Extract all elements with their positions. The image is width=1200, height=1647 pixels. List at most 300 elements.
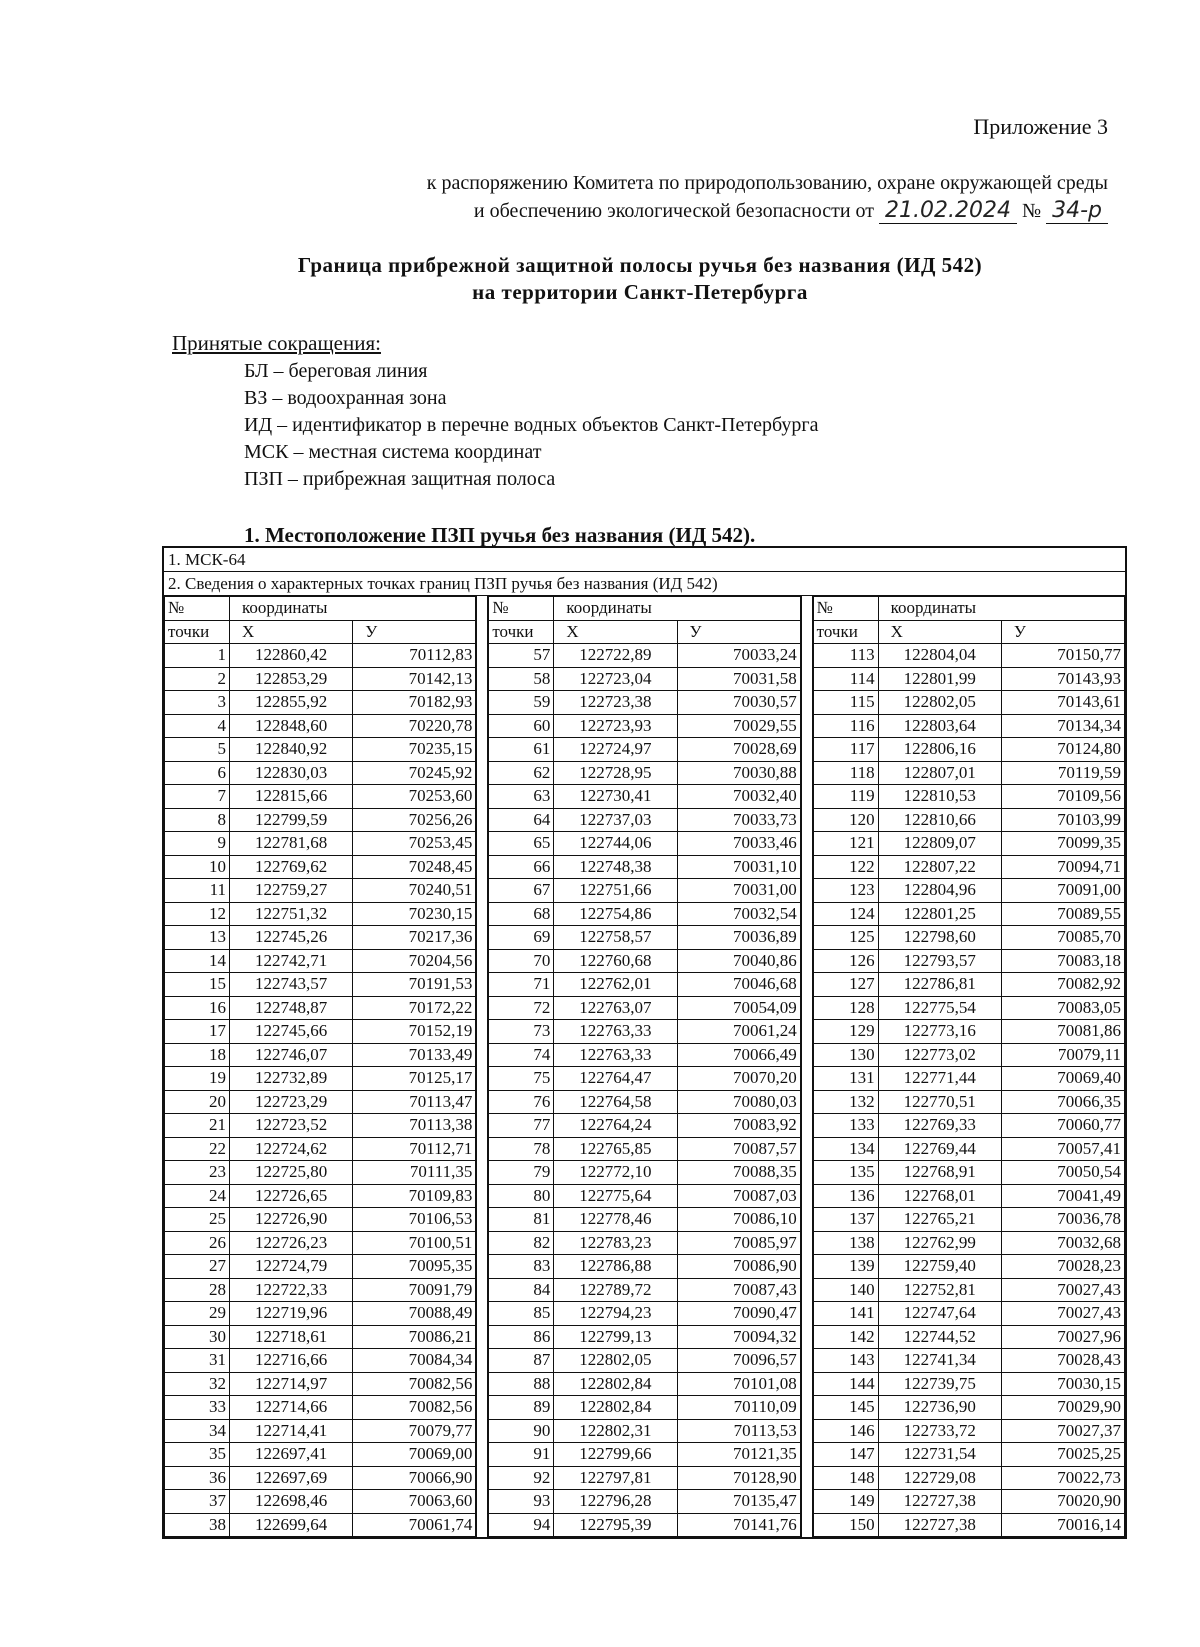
abbreviation-item: МСК – местная система координат <box>244 441 542 463</box>
point-number: 74 <box>489 1043 554 1067</box>
point-number: 30 <box>165 1325 230 1349</box>
point-number: 126 <box>813 949 878 973</box>
coord-x: 122729,08 <box>878 1466 1001 1490</box>
table-row <box>813 973 1124 997</box>
point-number: 11 <box>165 879 230 903</box>
coord-x: 122810,53 <box>878 785 1001 809</box>
coord-y: 70230,15 <box>353 902 476 926</box>
coord-y: 70113,47 <box>353 1090 476 1114</box>
coord-x: 122798,60 <box>878 926 1001 950</box>
point-number: 14 <box>165 949 230 973</box>
coord-y: 70066,90 <box>353 1466 476 1490</box>
coord-y: 70113,38 <box>353 1114 476 1138</box>
coord-y: 70032,54 <box>677 902 800 926</box>
coord-y: 70088,35 <box>677 1161 800 1185</box>
point-number: 148 <box>813 1466 878 1490</box>
coord-x: 122802,84 <box>554 1372 677 1396</box>
point-number: 114 <box>813 667 878 691</box>
decree-date: 21.02.2024 <box>879 198 1017 224</box>
coord-y: 70027,43 <box>1001 1302 1124 1326</box>
coord-x: 122795,39 <box>554 1513 677 1537</box>
point-number: 75 <box>489 1067 554 1091</box>
table-row <box>813 644 1124 668</box>
coord-x: 122764,47 <box>554 1067 677 1091</box>
point-number: 70 <box>489 949 554 973</box>
table-row <box>813 667 1124 691</box>
point-number: 34 <box>165 1419 230 1443</box>
point-number: 138 <box>813 1231 878 1255</box>
table-row <box>813 1161 1124 1185</box>
header-y: У <box>353 620 476 644</box>
coord-y: 70240,51 <box>353 879 476 903</box>
coord-x: 122759,40 <box>878 1255 1001 1279</box>
coord-x: 122745,26 <box>230 926 353 950</box>
coord-y: 70081,86 <box>1001 1020 1124 1044</box>
coord-x: 122736,90 <box>878 1396 1001 1420</box>
point-number: 89 <box>489 1396 554 1420</box>
header-coordinates: координаты <box>878 597 1124 621</box>
coord-y: 70082,92 <box>1001 973 1124 997</box>
coord-x: 122744,52 <box>878 1325 1001 1349</box>
coord-x: 122725,80 <box>230 1161 353 1185</box>
coord-y: 70087,43 <box>677 1278 800 1302</box>
abbreviation-item: БЛ – береговая линия <box>244 360 428 382</box>
coord-x: 122860,42 <box>230 644 353 668</box>
table-row <box>813 1396 1124 1420</box>
coord-y: 70089,55 <box>1001 902 1124 926</box>
coord-y: 70086,90 <box>677 1255 800 1279</box>
table-row <box>165 1090 476 1114</box>
point-number: 66 <box>489 855 554 879</box>
point-number: 22 <box>165 1137 230 1161</box>
coord-y: 70070,20 <box>677 1067 800 1091</box>
coord-x: 122726,90 <box>230 1208 353 1232</box>
table-row <box>489 1419 800 1443</box>
table-row <box>165 926 476 950</box>
table-row <box>489 1443 800 1467</box>
coord-y: 70069,40 <box>1001 1067 1124 1091</box>
table-row <box>165 808 476 832</box>
header-points: точки <box>489 620 554 644</box>
decree-line-1: к распоряжению Комитета по природопользованию, охране окружающей среды <box>426 172 1108 194</box>
coord-y: 70124,80 <box>1001 738 1124 762</box>
point-number: 129 <box>813 1020 878 1044</box>
coord-y: 70248,45 <box>353 855 476 879</box>
point-number: 133 <box>813 1114 878 1138</box>
coord-y: 70113,53 <box>677 1419 800 1443</box>
coord-y: 70253,60 <box>353 785 476 809</box>
table-row <box>165 1513 476 1537</box>
point-number: 145 <box>813 1396 878 1420</box>
table-row <box>489 1255 800 1279</box>
point-number: 143 <box>813 1349 878 1373</box>
point-number: 79 <box>489 1161 554 1185</box>
point-number: 125 <box>813 926 878 950</box>
table-row <box>165 1067 476 1091</box>
point-number: 134 <box>813 1137 878 1161</box>
decree-line-2 <box>208 197 1108 225</box>
coord-y: 70031,00 <box>677 879 800 903</box>
coord-y: 70028,43 <box>1001 1349 1124 1373</box>
coord-y: 70100,51 <box>353 1231 476 1255</box>
point-number: 38 <box>165 1513 230 1537</box>
coord-y: 70172,22 <box>353 996 476 1020</box>
point-number: 136 <box>813 1184 878 1208</box>
coord-y: 70135,47 <box>677 1490 800 1514</box>
point-number: 28 <box>165 1278 230 1302</box>
coord-y: 70096,57 <box>677 1349 800 1373</box>
point-number: 13 <box>165 926 230 950</box>
coord-x: 122769,33 <box>878 1114 1001 1138</box>
coord-x: 122752,81 <box>878 1278 1001 1302</box>
coord-y: 70046,68 <box>677 973 800 997</box>
coord-x: 122733,72 <box>878 1419 1001 1443</box>
table-row <box>489 1231 800 1255</box>
coordinate-system-row: 1. МСК-64 <box>164 548 1125 572</box>
coord-x: 122718,61 <box>230 1325 353 1349</box>
point-number: 83 <box>489 1255 554 1279</box>
coord-x: 122804,96 <box>878 879 1001 903</box>
coord-x: 122773,16 <box>878 1020 1001 1044</box>
coord-x: 122754,86 <box>554 902 677 926</box>
table-row <box>813 949 1124 973</box>
coord-y: 70031,58 <box>677 667 800 691</box>
header-number: № <box>813 597 878 621</box>
point-number: 131 <box>813 1067 878 1091</box>
point-number: 19 <box>165 1067 230 1091</box>
coord-y: 70082,56 <box>353 1372 476 1396</box>
table-row <box>165 1020 476 1044</box>
coord-y: 70036,89 <box>677 926 800 950</box>
point-number: 6 <box>165 761 230 785</box>
coord-y: 70030,15 <box>1001 1372 1124 1396</box>
table-row <box>813 738 1124 762</box>
coordinate-table <box>488 596 800 1537</box>
coord-x: 122744,06 <box>554 832 677 856</box>
coord-y: 70066,49 <box>677 1043 800 1067</box>
point-number: 26 <box>165 1231 230 1255</box>
coord-x: 122773,02 <box>878 1043 1001 1067</box>
table-row <box>813 1349 1124 1373</box>
coord-y: 70112,83 <box>353 644 476 668</box>
coord-x: 122716,66 <box>230 1349 353 1373</box>
point-number: 115 <box>813 691 878 715</box>
coord-x: 122804,04 <box>878 644 1001 668</box>
coord-y: 70088,49 <box>353 1302 476 1326</box>
coord-x: 122697,69 <box>230 1466 353 1490</box>
table-row <box>813 855 1124 879</box>
coord-y: 70060,77 <box>1001 1114 1124 1138</box>
coord-y: 70141,76 <box>677 1513 800 1537</box>
point-number: 127 <box>813 973 878 997</box>
coord-x: 122697,41 <box>230 1443 353 1467</box>
coord-x: 122855,92 <box>230 691 353 715</box>
coord-x: 122793,57 <box>878 949 1001 973</box>
coord-y: 70245,92 <box>353 761 476 785</box>
table-row <box>489 996 800 1020</box>
point-number: 80 <box>489 1184 554 1208</box>
coord-x: 122764,58 <box>554 1090 677 1114</box>
point-number: 67 <box>489 879 554 903</box>
coord-x: 122724,79 <box>230 1255 353 1279</box>
table-row <box>813 1419 1124 1443</box>
point-number: 27 <box>165 1255 230 1279</box>
coord-y: 70220,78 <box>353 714 476 738</box>
coord-x: 122799,66 <box>554 1443 677 1467</box>
point-number: 139 <box>813 1255 878 1279</box>
decree-number: 34-р <box>1046 198 1108 224</box>
coord-y: 70085,70 <box>1001 926 1124 950</box>
coord-x: 122748,38 <box>554 855 677 879</box>
coord-x: 122746,07 <box>230 1043 353 1067</box>
table-row <box>489 667 800 691</box>
table-row <box>165 1231 476 1255</box>
table-row <box>165 738 476 762</box>
point-number: 3 <box>165 691 230 715</box>
point-number: 71 <box>489 973 554 997</box>
point-number: 150 <box>813 1513 878 1537</box>
point-number: 146 <box>813 1419 878 1443</box>
point-number: 16 <box>165 996 230 1020</box>
coord-x: 122724,97 <box>554 738 677 762</box>
table-row <box>813 1137 1124 1161</box>
coord-y: 70079,11 <box>1001 1043 1124 1067</box>
coord-x: 122802,05 <box>554 1349 677 1373</box>
coord-y: 70027,96 <box>1001 1325 1124 1349</box>
table-row <box>489 1325 800 1349</box>
coord-x: 122806,16 <box>878 738 1001 762</box>
point-number: 60 <box>489 714 554 738</box>
point-number: 135 <box>813 1161 878 1185</box>
table-row <box>489 1184 800 1208</box>
table-row <box>489 1349 800 1373</box>
coord-x: 122770,51 <box>878 1090 1001 1114</box>
coord-x: 122723,38 <box>554 691 677 715</box>
coord-y: 70125,17 <box>353 1067 476 1091</box>
point-number: 7 <box>165 785 230 809</box>
table-row <box>489 1513 800 1537</box>
coord-y: 70191,53 <box>353 973 476 997</box>
abbreviation-item: ПЗП – прибрежная защитная полоса <box>244 468 556 490</box>
coord-y: 70079,77 <box>353 1419 476 1443</box>
table-row <box>165 761 476 785</box>
table-row <box>165 1302 476 1326</box>
coord-y: 70016,14 <box>1001 1513 1124 1537</box>
coord-y: 70028,69 <box>677 738 800 762</box>
point-number: 149 <box>813 1490 878 1514</box>
coord-x: 122747,64 <box>878 1302 1001 1326</box>
point-number: 12 <box>165 902 230 926</box>
point-number: 33 <box>165 1396 230 1420</box>
table-row <box>489 1278 800 1302</box>
table-row <box>165 1490 476 1514</box>
point-number: 23 <box>165 1161 230 1185</box>
table-row <box>165 855 476 879</box>
table-row <box>813 1067 1124 1091</box>
coord-y: 70112,71 <box>353 1137 476 1161</box>
coord-y: 70040,86 <box>677 949 800 973</box>
header-row <box>813 597 1124 621</box>
table-row <box>813 808 1124 832</box>
table-row <box>489 1466 800 1490</box>
table-row <box>165 1372 476 1396</box>
coordinate-table <box>164 596 476 1537</box>
point-number: 15 <box>165 973 230 997</box>
table-row <box>813 1466 1124 1490</box>
coord-y: 70182,93 <box>353 691 476 715</box>
coord-x: 122727,38 <box>878 1513 1001 1537</box>
point-number: 69 <box>489 926 554 950</box>
point-number: 63 <box>489 785 554 809</box>
table-row <box>813 1443 1124 1467</box>
coord-y: 70134,34 <box>1001 714 1124 738</box>
point-number: 24 <box>165 1184 230 1208</box>
header-row <box>165 620 476 644</box>
coord-y: 70085,97 <box>677 1231 800 1255</box>
coord-y: 70086,21 <box>353 1325 476 1349</box>
table-row <box>489 761 800 785</box>
header-x: X <box>230 620 353 644</box>
coord-x: 122853,29 <box>230 667 353 691</box>
point-number: 116 <box>813 714 878 738</box>
coord-x: 122768,01 <box>878 1184 1001 1208</box>
point-number: 29 <box>165 1302 230 1326</box>
coord-x: 122743,57 <box>230 973 353 997</box>
coord-x: 122802,05 <box>878 691 1001 715</box>
coord-y: 70101,08 <box>677 1372 800 1396</box>
table-row <box>165 996 476 1020</box>
table-row <box>813 1372 1124 1396</box>
table-row <box>813 1490 1124 1514</box>
coord-x: 122764,24 <box>554 1114 677 1138</box>
table-row <box>813 785 1124 809</box>
point-number: 86 <box>489 1325 554 1349</box>
point-number: 68 <box>489 902 554 926</box>
coord-x: 122796,28 <box>554 1490 677 1514</box>
coord-x: 122730,41 <box>554 785 677 809</box>
point-number: 65 <box>489 832 554 856</box>
coord-x: 122802,84 <box>554 1396 677 1420</box>
point-number: 84 <box>489 1278 554 1302</box>
table-row <box>813 1114 1124 1138</box>
coord-y: 70095,35 <box>353 1255 476 1279</box>
table-row <box>489 1043 800 1067</box>
point-number: 88 <box>489 1372 554 1396</box>
point-number: 82 <box>489 1231 554 1255</box>
point-number: 31 <box>165 1349 230 1373</box>
header-row <box>813 620 1124 644</box>
coord-y: 70031,10 <box>677 855 800 879</box>
header-number: № <box>165 597 230 621</box>
point-number: 123 <box>813 879 878 903</box>
coordinate-block-2 <box>488 596 800 1537</box>
point-number: 64 <box>489 808 554 832</box>
coord-y: 70111,35 <box>353 1161 476 1185</box>
coord-x: 122723,04 <box>554 667 677 691</box>
table-row <box>489 926 800 950</box>
point-number: 94 <box>489 1513 554 1537</box>
coord-y: 70109,56 <box>1001 785 1124 809</box>
point-number: 2 <box>165 667 230 691</box>
coord-x: 122727,38 <box>878 1490 1001 1514</box>
table-row <box>489 644 800 668</box>
coord-x: 122771,44 <box>878 1067 1001 1091</box>
coord-x: 122723,52 <box>230 1114 353 1138</box>
point-number: 59 <box>489 691 554 715</box>
table-row <box>813 1255 1124 1279</box>
table-row <box>165 1443 476 1467</box>
coord-x: 122763,33 <box>554 1043 677 1067</box>
coord-x: 122742,71 <box>230 949 353 973</box>
header-points: точки <box>165 620 230 644</box>
coord-x: 122786,81 <box>878 973 1001 997</box>
point-number: 72 <box>489 996 554 1020</box>
coord-y: 70082,56 <box>353 1396 476 1420</box>
coord-x: 122840,92 <box>230 738 353 762</box>
coord-y: 70103,99 <box>1001 808 1124 832</box>
coord-y: 70033,24 <box>677 644 800 668</box>
table-row <box>813 1208 1124 1232</box>
coord-x: 122714,97 <box>230 1372 353 1396</box>
table-row <box>165 1278 476 1302</box>
header-number: № <box>489 597 554 621</box>
coord-y: 70066,35 <box>1001 1090 1124 1114</box>
coord-x: 122698,46 <box>230 1490 353 1514</box>
table-row <box>165 1161 476 1185</box>
coord-x: 122775,54 <box>878 996 1001 1020</box>
title-line-2: на территории Санкт-Петербурга <box>472 280 808 304</box>
coord-x: 122759,27 <box>230 879 353 903</box>
point-number: 119 <box>813 785 878 809</box>
coord-x: 122775,64 <box>554 1184 677 1208</box>
table-row <box>489 879 800 903</box>
table-row <box>813 1325 1124 1349</box>
abbreviations-heading: Принятые сокращения: <box>172 331 381 355</box>
point-number: 118 <box>813 761 878 785</box>
table-row <box>165 879 476 903</box>
point-number: 147 <box>813 1443 878 1467</box>
annex-label: Приложение 3 <box>973 114 1108 139</box>
coord-y: 70050,54 <box>1001 1161 1124 1185</box>
coord-y: 70087,03 <box>677 1184 800 1208</box>
table-row <box>813 1302 1124 1326</box>
coord-x: 122783,23 <box>554 1231 677 1255</box>
coord-x: 122732,89 <box>230 1067 353 1091</box>
coord-x: 122763,33 <box>554 1020 677 1044</box>
table-row <box>165 949 476 973</box>
coord-x: 122751,32 <box>230 902 353 926</box>
point-number: 144 <box>813 1372 878 1396</box>
table-row <box>813 714 1124 738</box>
coordinate-block-1 <box>164 596 476 1537</box>
table-row <box>813 1513 1124 1537</box>
table-row <box>165 1255 476 1279</box>
coord-x: 122830,03 <box>230 761 353 785</box>
coord-x: 122799,59 <box>230 808 353 832</box>
coord-y: 70029,90 <box>1001 1396 1124 1420</box>
table-row <box>813 1090 1124 1114</box>
coord-x: 122724,62 <box>230 1137 353 1161</box>
table-row <box>165 691 476 715</box>
coord-x: 122799,13 <box>554 1325 677 1349</box>
coord-y: 70032,40 <box>677 785 800 809</box>
coord-x: 122745,66 <box>230 1020 353 1044</box>
coord-y: 70025,25 <box>1001 1443 1124 1467</box>
document-title <box>0 252 1200 306</box>
point-number: 8 <box>165 808 230 832</box>
coordinates-table <box>162 546 1127 1539</box>
point-number: 91 <box>489 1443 554 1467</box>
